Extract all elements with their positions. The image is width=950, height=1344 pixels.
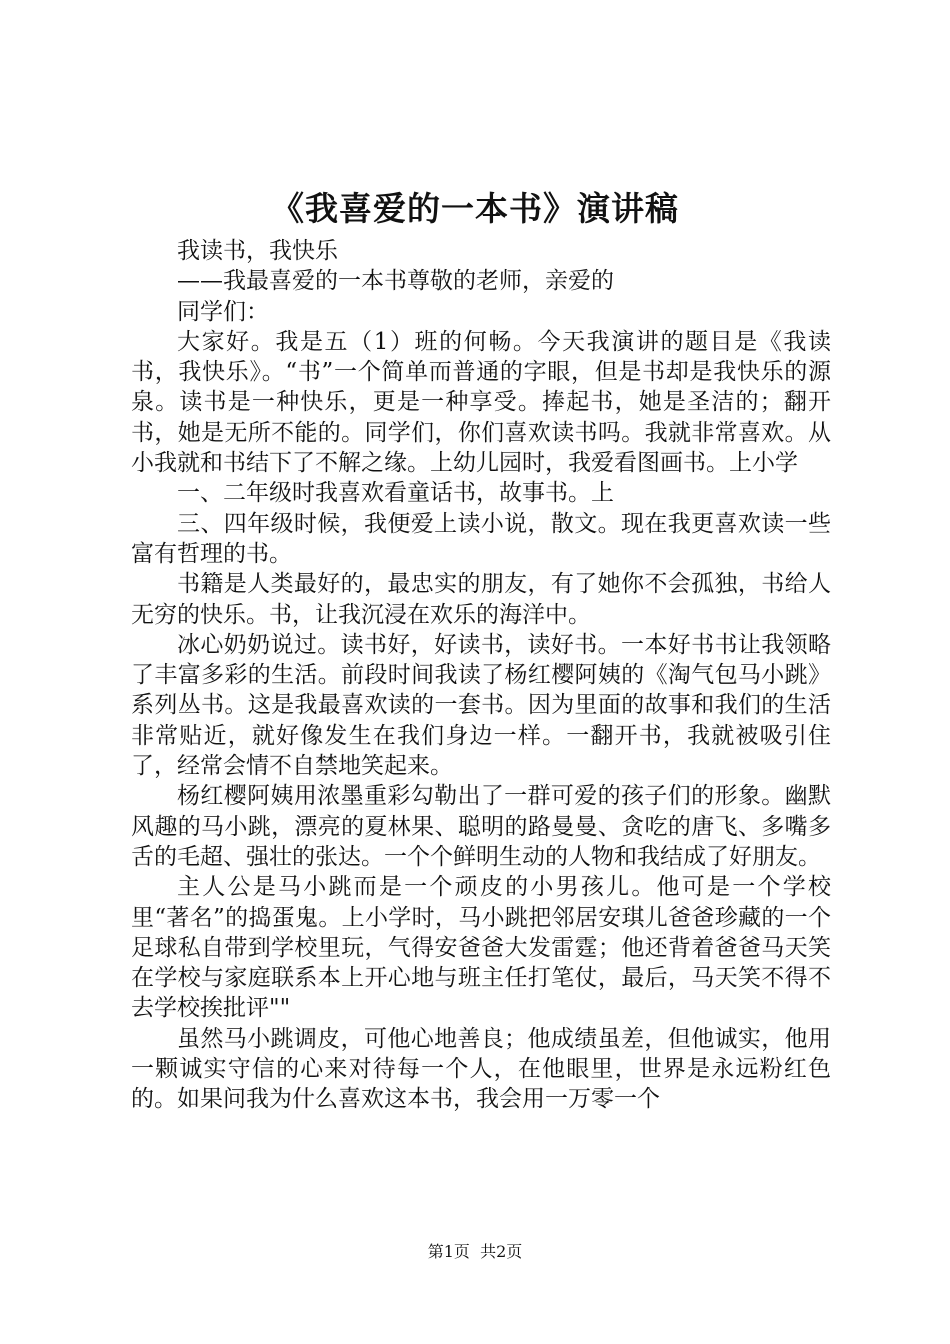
paragraph: 虽然马小跳调皮，可他心地善良；他成绩虽差，但他诚实，他用一颗诚实守信的心来对待每一个人，在他眼里，世界是永远粉红色的。如果问我为什么喜欢这本书，我会用一万零一个 <box>131 1025 831 1113</box>
paragraph: 杨红樱阿姨用浓墨重彩勾勒出了一群可爱的孩子们的形象。幽默风趣的马小跳，漂亮的夏林果、聪明的路曼曼、贪吃的唐飞、多嘴多舌的毛超、强壮的张达。一个个鲜明生动的人物和我结成了好朋友。 <box>131 783 831 870</box>
paragraph: 冰心奶奶说过。读书好，好读书，读好书。一本好书书让我领略了丰富多彩的生活。前段时间我读了杨红樱阿姨的《淘气包马小跳》系列丛书。这是我最喜欢读的一套书。因为里面的故事和我们的生活非常贴近，就好像发生在我们身边一样。一翻开书，我就被吸引住了，经常会情不自禁地笑起来。 <box>131 631 831 780</box>
paragraph: 一、二年级时我喜欢看童话书，故事书。上 <box>177 480 614 507</box>
page-number-label: 第1页 共2页 <box>427 1242 523 1261</box>
paragraph: 大家好。我是五（1）班的何畅。今天我演讲的题目是《我读书，我快乐》。“书”一个简单而普通的字眼，但是书却是我快乐的源泉。读书是一种快乐，更是一种享受。捧起书，她是圣洁的；翻开书，她是无所不能的。同学们，你们喜欢读书吗。我就非常喜欢。从小我就和书结下了不解之缘。上幼儿园时，我爱看图画书。上小学 <box>131 328 831 477</box>
paragraph: 书籍是人类最好的，最忠实的朋友，有了她你不会孤独，书给人无穷的快乐。书，让我沉浸在欢乐的海洋中。 <box>131 571 831 628</box>
paragraph: 我读书，我快乐 <box>177 238 338 264</box>
paragraph: 同学们： <box>177 298 269 325</box>
document-body <box>131 236 831 1115</box>
document-title: 《我喜爱的一本书》演讲稿 <box>271 189 679 228</box>
page-footer <box>0 1240 950 1264</box>
paragraph: ——我最喜爱的一本书尊敬的老师，亲爱的 <box>177 268 614 295</box>
paragraph: 主人公是马小跳而是一个顽皮的小男孩儿。他可是一个学校里“著名”的捣蛋鬼。上小学时，马小跳把邻居安琪儿爸爸珍藏的一个足球私自带到学校里玩，气得安爸爸大发雷霆；他还背着爸爸马天笑在学校与家庭联系本上开心地与班主任打笔仗，最后，马天笑不得不去学校挨批评"" <box>131 874 831 1022</box>
paragraph: 三、四年级时候，我便爱上读小说，散文。现在我更喜欢读一些富有哲理的书。 <box>131 510 831 567</box>
